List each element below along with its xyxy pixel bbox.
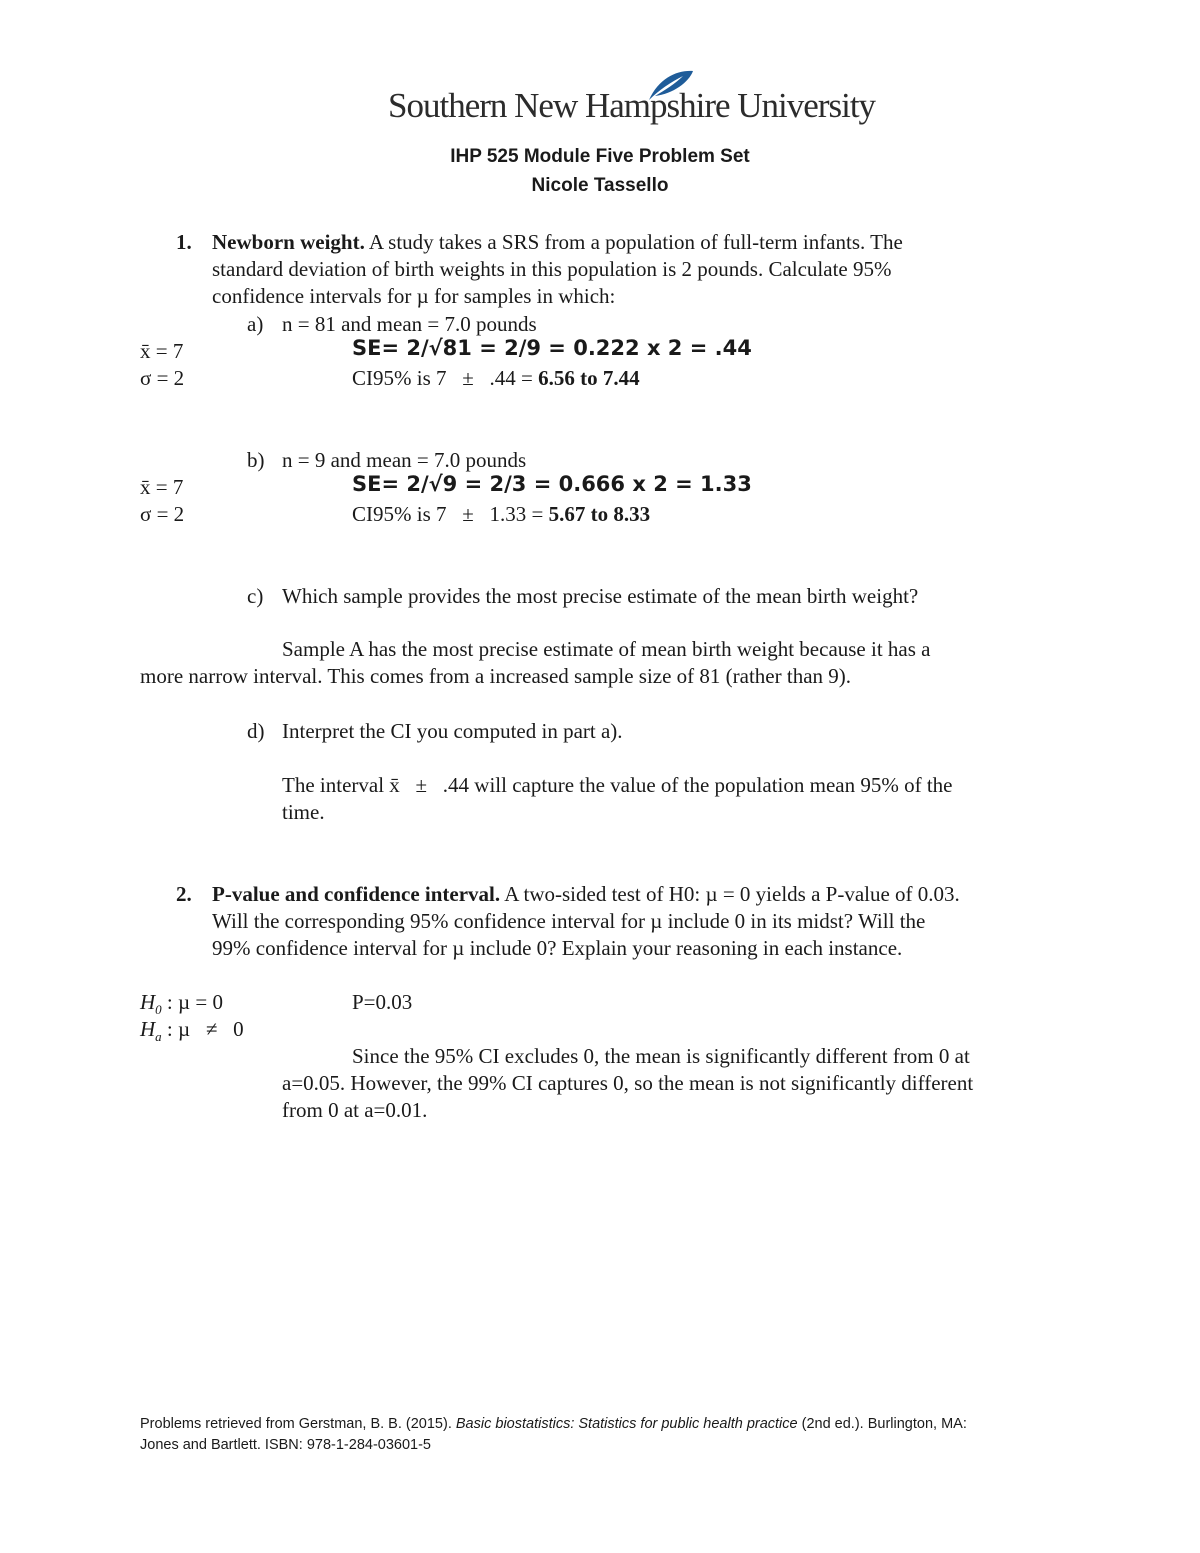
q1d-answer-line2: time. [282,800,325,824]
ha-subscript: a [155,1029,162,1045]
q1a-ci-prefix: CI95% is 7 ± .44 = [352,366,539,390]
alternative-hypothesis [140,1016,244,1050]
q1a-ci-result: 6.56 to 7.44 [538,366,640,390]
q2-heading: P-value and confidence interval. [212,882,501,906]
q1a-confidence-interval [352,365,640,392]
footer-citation-line1 [140,1414,967,1435]
footer-suffix: (2nd ed.). Burlington, MA: [797,1416,967,1432]
h0-subscript: 0 [155,1002,162,1018]
q1b-sigma: σ = 2 [140,502,185,526]
q1-intro-line2: standard deviation of birth weights in this population is 2 pounds. Calculate 95% [212,257,892,281]
p-value: P=0.03 [352,990,413,1014]
q2-answer-line2: a=0.05. However, the 99% CI captures 0, so the mean is not significantly different [282,1071,974,1095]
q1d-answer-line1: The interval x̄ ± .44 will capture the value of the population mean 95% of the [282,773,953,797]
q1a-text: n = 81 and mean = 7.0 pounds [282,312,537,336]
footer-book-title: Basic biostatistics: Statistics for public health practice [455,1416,798,1432]
q1d-question: Interpret the CI you computed in part a). [282,719,623,743]
ha-symbol: H [140,1017,156,1041]
q1d-label: d) [247,719,265,743]
q1b-ci-result: 5.67 to 8.33 [548,502,651,526]
q1-intro-line1 [212,229,903,256]
university-logo-text: Southern New Hampshire University [388,86,876,125]
q1b-confidence-interval [352,501,650,528]
q2-answer-line1: Since the 95% CI excludes 0, the mean is significantly different from 0 at [352,1044,970,1068]
q1-number: 1. [176,230,192,254]
q1-intro-text: A study takes a SRS from a population of full-term infants. The [364,230,903,254]
q1-heading: Newborn weight. [212,230,365,254]
q1c-label: c) [247,584,264,608]
q1b-standard-error: SE= 2/√9 = 2/3 = 0.666 x 2 = 1.33 [352,472,752,496]
q1c-question: Which sample provides the most precise estimate of the mean birth weight? [282,584,919,608]
q1c-answer-line2: more narrow interval. This comes from a increased sample size of 81 (rather than 9). [140,664,852,688]
q2-number: 2. [176,882,192,906]
page-title: IHP 525 Module Five Problem Set [450,146,750,167]
q1-intro-line3: confidence intervals for µ for samples in which: [212,284,616,308]
q2-intro-text: A two-sided test of H0: µ = 0 yields a P-value of 0.03. [500,882,960,906]
ha-statement: : µ ≠ 0 [161,1017,244,1041]
h0-symbol: H [140,990,156,1014]
q1b-label: b) [247,448,265,472]
leaf-logo-icon [645,68,695,102]
q1a-xbar: x̄ = 7 [140,339,184,363]
h0-statement: : µ = 0 [161,990,223,1014]
footer-citation-line2: Jones and Bartlett. ISBN: 978-1-284-03601-5 [140,1437,431,1453]
q1b-text: n = 9 and mean = 7.0 pounds [282,448,527,472]
q1c-answer-line1: Sample A has the most precise estimate of mean birth weight because it has a [282,637,931,661]
q1b-ci-prefix: CI95% is 7 ± 1.33 = [352,502,549,526]
q2-intro-line1 [212,881,960,908]
q2-intro-line2: Will the corresponding 95% confidence interval for µ include 0 in its midst? Will the [212,909,926,933]
q1a-standard-error: SE= 2/√81 = 2/9 = 0.222 x 2 = .44 [352,336,752,360]
q1a-label: a) [247,312,264,336]
q1b-xbar: x̄ = 7 [140,475,184,499]
author-name: Nicole Tassello [531,175,669,196]
q2-answer-line3: from 0 at a=0.01. [282,1098,428,1122]
q2-intro-line3: 99% confidence interval for µ include 0? Explain your reasoning in each instance. [212,936,903,960]
footer-prefix: Problems retrieved from Gerstman, B. B. (2015). [140,1416,456,1432]
q1a-sigma: σ = 2 [140,366,185,390]
